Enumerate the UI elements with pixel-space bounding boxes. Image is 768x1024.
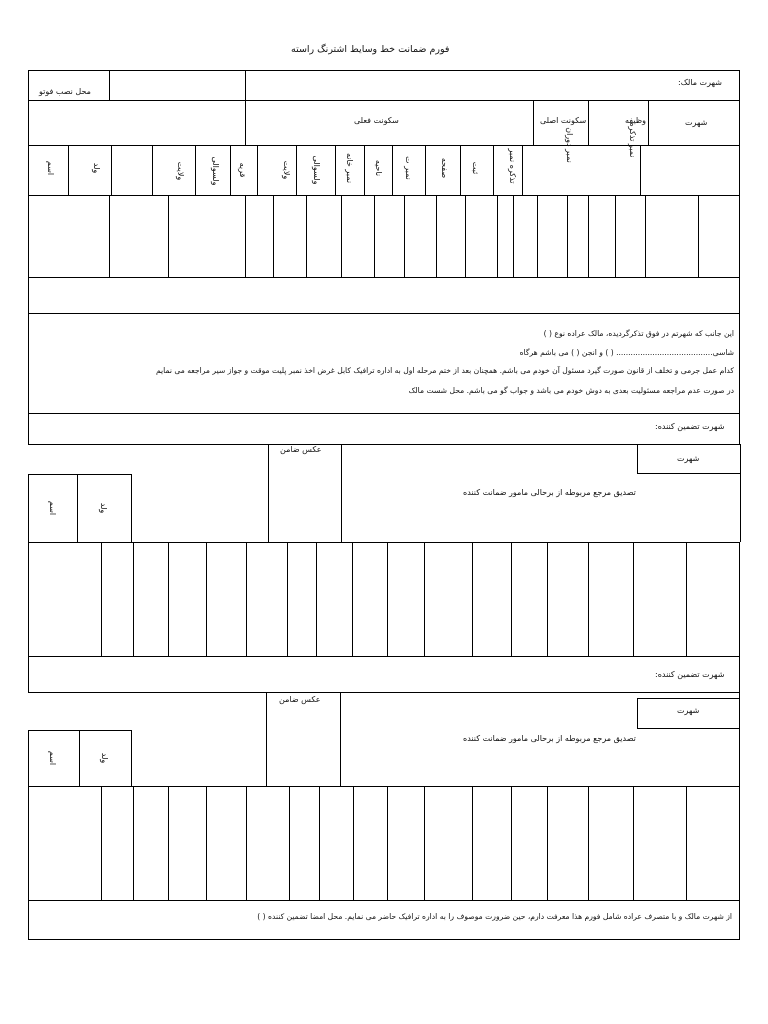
job-number-column-label: نمبر دوران <box>565 127 574 163</box>
photo-place-label: محل نصب فوتو <box>39 87 91 96</box>
guarantor-1-label: شهرت تضمین کننده: <box>655 422 725 431</box>
footer-text: از شهرت مالک و با متصرف عراده شامل فورم هذا معرفت دارم، حین ضرورت موصوف را به اداره ترافیک حاضر می نمایم. محل امضا تضمین کننده ( ) <box>257 912 732 921</box>
declaration-line-4: در صورت عدم مراجعه مسئولیت بعدی به دوش خودم می باشد و جواب گو می باشم. محل شست مالک <box>408 386 734 395</box>
province-column-label: ولایت <box>176 161 185 181</box>
declaration-line-3: کدام عمل جرمی و تخلف از قانون صورت گیرد مسئول آن خودم می باشم. همچنان بعد از ختم مرحله اول به اداره ترافیک کابل غرض اخذ نمبر پلیت موقت و جواز سیر مراجعه می نمایم <box>155 366 734 375</box>
district-column-label-2: ولسوالی <box>312 155 321 185</box>
village-column-label: قریه <box>238 162 247 178</box>
guarantor-2-photo-label: عکس ضامن <box>279 695 321 704</box>
tazkira-id-column-label: تذکره نمبر <box>508 148 517 184</box>
original-residence-label: سکونت اصلی <box>540 116 587 125</box>
tazkira-number-column-label: نمبر تذکره <box>628 122 637 158</box>
name-column-label: اسم <box>46 160 55 176</box>
guarantor-2-father-name-label: ولد <box>100 752 109 764</box>
province-column-label-2: ولایت <box>282 160 291 180</box>
tazkira-small-column-label: نمبر ت <box>404 156 413 180</box>
job-label: وظیفه <box>625 116 646 125</box>
father-name-column-label: ولد <box>92 162 101 174</box>
current-residence-label: سکونت فعلی <box>354 116 399 125</box>
identity-label: شهرت <box>685 118 708 127</box>
house-number-column-label: نمبر خانه <box>345 152 354 184</box>
seal-column-label: ثبت <box>471 161 480 175</box>
guarantor-1-photo-label: عکس ضامن <box>280 445 322 454</box>
guarantor-2-identity-label: شهرت <box>677 706 700 715</box>
guarantor-1-father-name-label: ولد <box>99 502 108 514</box>
guarantor-1-verification-text: تصدیق مرجع مربوطه از برحالی مامور ضمانت کننده <box>463 488 636 497</box>
declaration-line-2: شاسی........................................ ( ) و انجن ( ) می باشم هرگاه <box>519 348 734 357</box>
guarantor-2-name-label: اسم <box>48 750 57 766</box>
form-title: فورم ضمانت خط وسایط اشترنگ راسته <box>291 44 450 55</box>
guarantor-1-identity-label: شهرت <box>677 454 700 463</box>
guarantor-1-name-label: اسم <box>48 500 57 516</box>
area-column-label: ناحیه <box>374 159 383 177</box>
page-column-label: صفحه <box>440 157 449 179</box>
owner-identity-label: شهرت مالک: <box>678 78 722 87</box>
guarantor-2-verification-text: تصدیق مرجع مربوطه از برحالی مامور ضمانت کننده <box>463 734 636 743</box>
guarantor-2-label: شهرت تضمین کننده: <box>655 670 725 679</box>
district-column-label: ولسوالی <box>211 156 220 186</box>
declaration-line-1: این جانب که شهرتم در فوق تذکرگردیده، مالک عراده نوع ( ) <box>543 329 734 338</box>
